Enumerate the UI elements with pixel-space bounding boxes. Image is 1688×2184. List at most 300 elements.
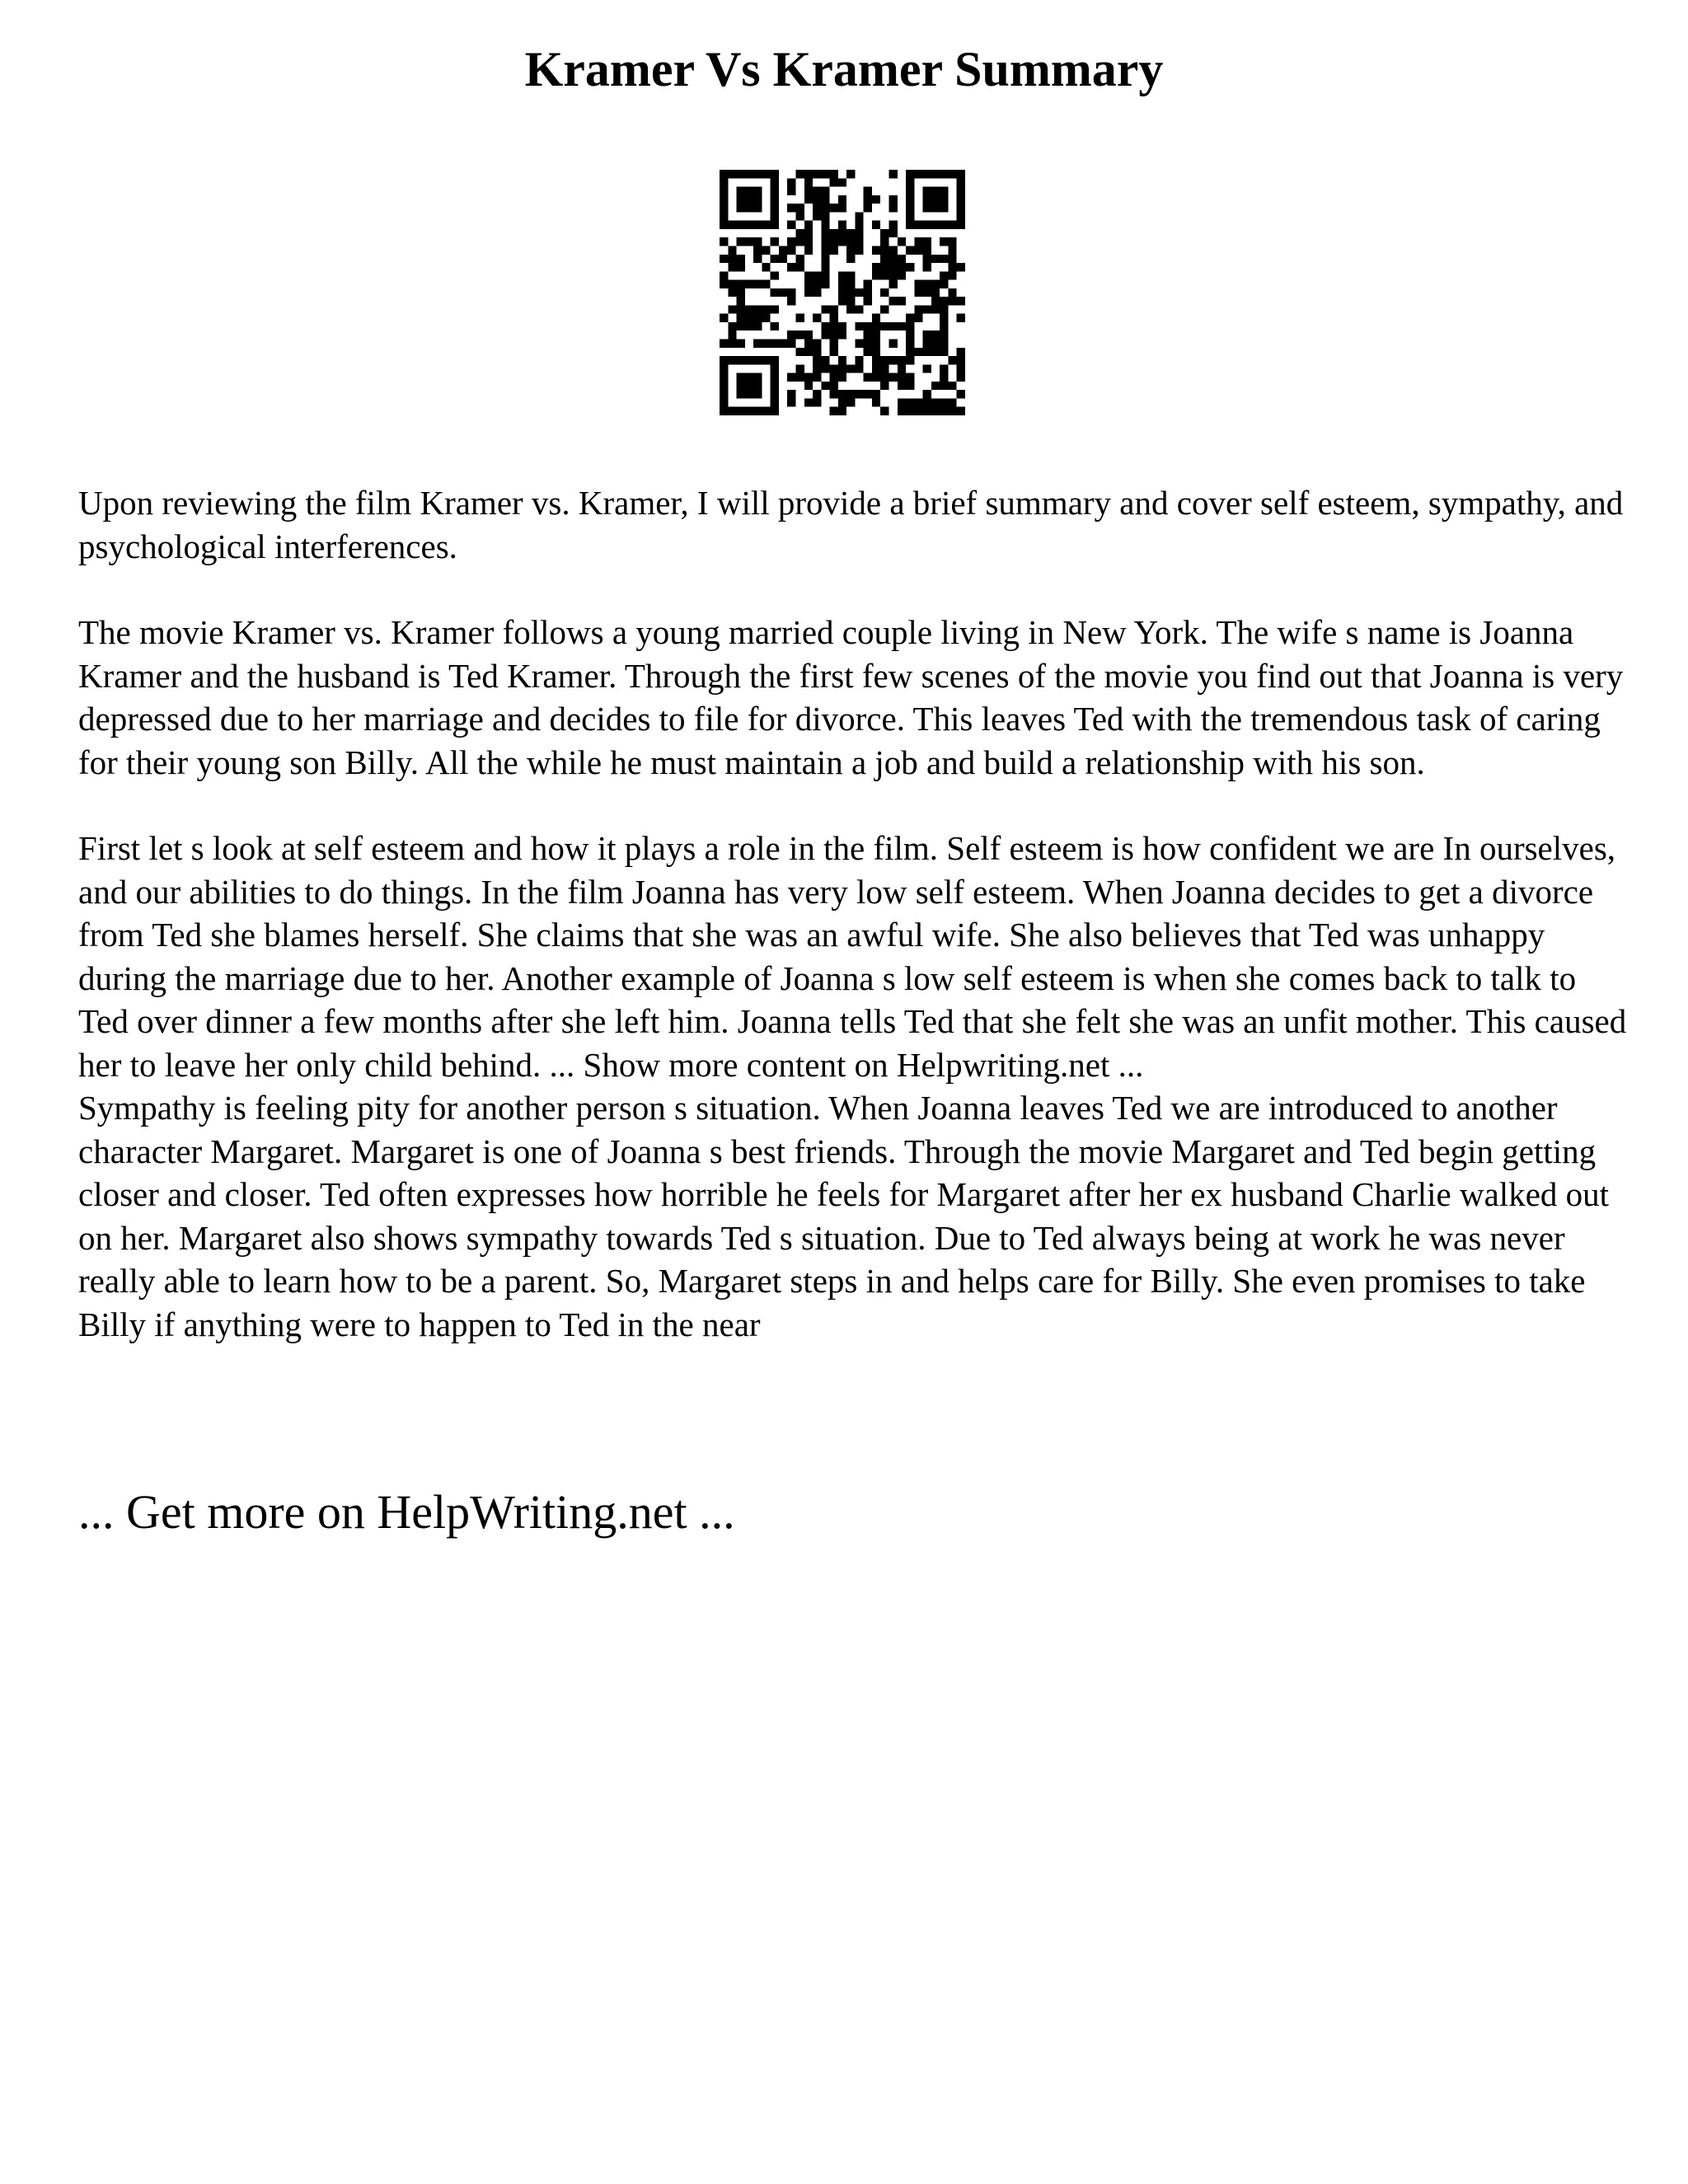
qr-module — [720, 195, 728, 204]
qr-module — [728, 263, 736, 271]
qr-module — [830, 390, 838, 398]
qr-module — [940, 271, 948, 279]
qr-module — [813, 398, 821, 406]
qr-module — [864, 322, 872, 330]
qr-module — [753, 195, 762, 204]
qr-module — [923, 237, 931, 246]
qr-module — [720, 255, 728, 263]
qr-module — [948, 221, 956, 229]
qr-module — [957, 348, 965, 356]
qr-module — [889, 356, 898, 364]
qr-module — [813, 187, 821, 195]
qr-module — [787, 340, 795, 348]
qr-module — [771, 195, 779, 204]
qr-module — [762, 356, 770, 364]
qr-module — [830, 348, 838, 356]
qr-module — [821, 330, 829, 339]
qr-module — [880, 237, 889, 246]
qr-module — [779, 288, 787, 297]
qr-module — [753, 221, 762, 229]
qr-module — [923, 364, 931, 373]
qr-module — [889, 263, 898, 271]
qr-module — [957, 170, 965, 178]
qr-module — [940, 170, 948, 178]
qr-module — [821, 322, 829, 330]
qr-module — [821, 305, 829, 313]
qr-module — [745, 204, 753, 212]
qr-module — [821, 255, 829, 263]
qr-module — [737, 195, 745, 204]
qr-module — [821, 280, 829, 288]
qr-module — [931, 348, 940, 356]
page-title: Kramer Vs Kramer Summary — [524, 42, 1164, 96]
qr-module — [821, 204, 829, 212]
qr-module — [931, 382, 940, 390]
qr-module — [931, 297, 940, 305]
qr-module — [898, 373, 906, 382]
qr-module — [771, 398, 779, 406]
qr-module — [923, 398, 931, 406]
qr-module — [940, 237, 948, 246]
qr-module — [864, 280, 872, 288]
qr-module — [880, 382, 889, 390]
qr-module — [771, 170, 779, 178]
qr-module — [948, 271, 956, 279]
qr-module — [914, 407, 922, 415]
qr-module — [898, 237, 906, 246]
qr-module — [787, 330, 795, 339]
qr-module — [821, 212, 829, 220]
qr-module — [872, 356, 880, 364]
qr-module — [957, 263, 965, 271]
qr-module — [914, 280, 922, 288]
qr-module — [771, 356, 779, 364]
qr-module — [804, 340, 813, 348]
qr-module — [787, 263, 795, 271]
qr-module — [720, 280, 728, 288]
qr-module — [940, 322, 948, 330]
qr-module — [830, 330, 838, 339]
qr-module — [821, 356, 829, 364]
qr-module — [898, 382, 906, 390]
qr-module — [753, 204, 762, 212]
qr-module — [804, 382, 813, 390]
qr-module — [745, 305, 753, 313]
qr-module — [753, 255, 762, 263]
qr-module — [855, 237, 863, 246]
qr-module — [728, 340, 736, 348]
qr-module — [931, 195, 940, 204]
qr-module — [898, 364, 906, 373]
qr-module — [720, 187, 728, 195]
qr-module — [872, 330, 880, 339]
qr-module — [889, 280, 898, 288]
qr-module — [838, 373, 846, 382]
qr-module — [889, 170, 898, 178]
qr-module — [787, 204, 795, 212]
qr-module — [855, 340, 863, 348]
qr-module — [855, 221, 863, 229]
qr-module — [906, 246, 914, 254]
qr-module — [728, 330, 736, 339]
qr-module — [838, 195, 846, 204]
article-body — [78, 481, 1628, 1346]
paragraph-self-esteem: First let s look at self esteem and how it plays a role in the film. Self esteem is how confident we are In ourselves, and our abilities to do things. In the film Joanna has very low self esteem. When Joanna decides to get a divorce from Ted she blames herself. She claims that she was an awful wife. She also believes that Ted was unhappy during the marriage due to her. Another example of Joanna s low self esteem is when she comes back to talk to Ted over dinner a few months after she left him. Joanna tells Ted that she felt she was an unfit mother. This caused her to leave her only child behind. ... Show more content on Helpwriting.net ... — [78, 829, 1627, 1084]
qr-module — [804, 398, 813, 406]
qr-module — [889, 322, 898, 330]
qr-module — [813, 170, 821, 178]
qr-module — [830, 305, 838, 313]
qr-module — [771, 204, 779, 212]
qr-module — [923, 340, 931, 348]
qr-module — [728, 246, 736, 254]
qr-module — [931, 187, 940, 195]
qr-module — [720, 340, 728, 348]
qr-module — [880, 305, 889, 313]
qr-module — [830, 178, 838, 186]
qr-module — [898, 398, 906, 406]
qr-module — [889, 373, 898, 382]
qr-module — [813, 204, 821, 212]
qr-module — [745, 322, 753, 330]
qr-module — [898, 255, 906, 263]
qr-module — [914, 305, 922, 313]
qr-module — [846, 246, 855, 254]
qr-module — [838, 364, 846, 373]
qr-module — [745, 373, 753, 382]
qr-module — [923, 204, 931, 212]
qr-module — [737, 322, 745, 330]
qr-module — [813, 195, 821, 204]
qr-module — [889, 204, 898, 212]
qr-module — [787, 237, 795, 246]
qr-module — [948, 382, 956, 390]
qr-module — [940, 348, 948, 356]
qr-module — [762, 221, 770, 229]
qr-module — [923, 170, 931, 178]
qr-module — [948, 356, 956, 364]
qr-module — [872, 271, 880, 279]
qr-module — [846, 280, 855, 288]
qr-module — [728, 407, 736, 415]
qr-module — [906, 382, 914, 390]
qr-module — [720, 271, 728, 279]
qr-module — [914, 237, 922, 246]
qr-module — [855, 364, 863, 373]
qr-module — [864, 390, 872, 398]
qr-module — [737, 356, 745, 364]
qr-module — [728, 255, 736, 263]
qr-module — [737, 297, 745, 305]
qr-module — [737, 204, 745, 212]
qr-module — [830, 322, 838, 330]
qr-module — [906, 263, 914, 271]
qr-module — [931, 330, 940, 339]
qr-module — [795, 255, 804, 263]
qr-module — [745, 170, 753, 178]
qr-module — [855, 305, 863, 313]
qr-module — [948, 398, 956, 406]
qr-module — [830, 382, 838, 390]
qr-module — [821, 364, 829, 373]
qr-module — [728, 356, 736, 364]
qr-module — [720, 314, 728, 322]
qr-module — [821, 263, 829, 271]
qr-module — [948, 263, 956, 271]
qr-module — [957, 204, 965, 212]
qr-module — [753, 314, 762, 322]
qr-module — [813, 356, 821, 364]
qr-module — [771, 305, 779, 313]
qr-module — [846, 237, 855, 246]
qr-module — [948, 246, 956, 254]
qr-module — [795, 314, 804, 322]
qr-module — [940, 373, 948, 382]
qr-module — [813, 280, 821, 288]
qr-module — [830, 364, 838, 373]
qr-module — [771, 271, 779, 279]
qr-module — [838, 288, 846, 297]
qr-module — [813, 348, 821, 356]
qr-module — [771, 382, 779, 390]
qr-module — [923, 195, 931, 204]
qr-module — [838, 398, 846, 406]
qr-module — [720, 373, 728, 382]
qr-module — [753, 246, 762, 254]
qr-module — [948, 170, 956, 178]
qr-module — [914, 221, 922, 229]
qr-module — [821, 195, 829, 204]
qr-module — [830, 314, 838, 322]
qr-module — [940, 382, 948, 390]
qr-module — [720, 398, 728, 406]
qr-module — [813, 271, 821, 279]
qr-module — [813, 212, 821, 220]
qr-module — [906, 221, 914, 229]
qr-module — [821, 229, 829, 237]
qr-module — [923, 305, 931, 313]
qr-module — [762, 263, 770, 271]
qr-module — [872, 398, 880, 406]
qr-module — [940, 297, 948, 305]
paragraph-sympathy: Sympathy is feeling pity for another person s situation. When Joanna leaves Ted we are introduced to another character Margaret. Margaret is one of Joanna s best friends. Through the movie Margaret and Ted begin getting closer and closer. Ted often expresses how horrible he feels for Margaret after her ex husband Charlie walked out on her. Margaret also shows sympathy towards Ted s situation. Due to Ted always being at work he was never really able to learn how to be a parent. So, Margaret steps in and helps care for Billy. She even promises to take Billy if anything were to happen to Ted in the near — [78, 1089, 1610, 1343]
qr-module — [795, 364, 804, 373]
qr-module — [846, 297, 855, 305]
qr-module — [771, 221, 779, 229]
qr-module — [906, 170, 914, 178]
qr-module — [838, 330, 846, 339]
qr-module — [795, 212, 804, 220]
qr-module — [745, 390, 753, 398]
qr-module — [753, 407, 762, 415]
qr-module — [720, 178, 728, 186]
qr-module — [804, 330, 813, 339]
qr-module — [923, 221, 931, 229]
qr-module — [948, 407, 956, 415]
qr-module — [821, 271, 829, 279]
qr-module — [855, 288, 863, 297]
qr-module — [771, 373, 779, 382]
qr-module — [787, 187, 795, 195]
qr-module — [795, 263, 804, 271]
qr-module — [923, 187, 931, 195]
qr-module — [787, 246, 795, 254]
qr-module — [880, 255, 889, 263]
qr-module — [737, 314, 745, 322]
qr-module — [864, 204, 872, 212]
qr-module — [864, 373, 872, 382]
qr-module — [795, 237, 804, 246]
qr-module — [745, 356, 753, 364]
qr-module — [898, 297, 906, 305]
qr-module — [737, 255, 745, 263]
qr-module — [830, 407, 838, 415]
qr-module — [838, 356, 846, 364]
qr-module — [720, 221, 728, 229]
qr-module — [753, 237, 762, 246]
qr-module — [923, 288, 931, 297]
qr-module — [804, 246, 813, 254]
qr-module — [830, 170, 838, 178]
qr-module — [864, 195, 872, 204]
qr-module — [846, 229, 855, 237]
qr-module — [923, 407, 931, 415]
qr-module — [804, 178, 813, 186]
qr-module — [846, 288, 855, 297]
qr-module — [889, 229, 898, 237]
qr-module — [957, 364, 965, 373]
qr-module — [813, 340, 821, 348]
qr-module — [855, 356, 863, 364]
qr-module — [889, 255, 898, 263]
qr-module — [931, 340, 940, 348]
qr-module — [957, 221, 965, 229]
qr-module — [838, 271, 846, 279]
qr-module — [846, 390, 855, 398]
qr-module — [940, 305, 948, 313]
qr-module — [923, 280, 931, 288]
qr-module — [830, 229, 838, 237]
qr-module — [795, 330, 804, 339]
qr-module — [737, 221, 745, 229]
qr-module — [728, 170, 736, 178]
qr-module — [753, 356, 762, 364]
qr-module — [906, 314, 914, 322]
qr-module — [821, 237, 829, 246]
qr-module — [787, 373, 795, 382]
qr-module — [940, 255, 948, 263]
qr-module — [846, 398, 855, 406]
qr-module — [737, 187, 745, 195]
qr-module — [880, 263, 889, 271]
qr-module — [745, 280, 753, 288]
qr-module — [813, 288, 821, 297]
qr-module — [914, 288, 922, 297]
qr-module — [720, 237, 728, 246]
qr-module — [880, 356, 889, 364]
qr-module — [728, 221, 736, 229]
qr-module — [804, 271, 813, 279]
qr-module — [838, 178, 846, 186]
qr-module — [728, 288, 736, 297]
qr-module — [720, 407, 728, 415]
qr-module — [948, 288, 956, 297]
qr-module — [906, 204, 914, 212]
qr-module — [923, 330, 931, 339]
qr-module — [940, 280, 948, 288]
qr-module — [762, 280, 770, 288]
qr-module — [940, 314, 948, 322]
qr-module — [906, 330, 914, 339]
qr-module — [762, 305, 770, 313]
qr-module — [728, 280, 736, 288]
qr-module — [957, 212, 965, 220]
qr-module — [753, 305, 762, 313]
qr-module — [830, 246, 838, 254]
qr-module — [898, 322, 906, 330]
qr-module — [880, 407, 889, 415]
qr-module — [720, 364, 728, 373]
qr-module — [720, 204, 728, 212]
qr-module — [957, 373, 965, 382]
qr-module — [940, 221, 948, 229]
qr-module — [880, 288, 889, 297]
qr-module — [923, 390, 931, 398]
qr-module — [795, 170, 804, 178]
qr-module — [889, 246, 898, 254]
qr-module — [855, 322, 863, 330]
qr-module — [804, 280, 813, 288]
qr-module — [898, 407, 906, 415]
qr-module — [720, 356, 728, 364]
qr-module — [872, 373, 880, 382]
qr-module — [804, 187, 813, 195]
qr-module — [872, 246, 880, 254]
qr-module — [745, 187, 753, 195]
qr-module — [931, 407, 940, 415]
qr-module — [737, 288, 745, 297]
qr-module — [787, 221, 795, 229]
qr-module — [889, 271, 898, 279]
qr-module — [720, 390, 728, 398]
qr-module — [771, 212, 779, 220]
qr-module — [957, 407, 965, 415]
qr-module — [737, 170, 745, 178]
qr-module — [745, 221, 753, 229]
qr-module — [787, 178, 795, 186]
qr-module — [838, 237, 846, 246]
qr-module — [753, 373, 762, 382]
get-more-link[interactable]: ... Get more on HelpWriting.net ... — [78, 1485, 735, 1539]
qr-module — [762, 340, 770, 348]
qr-module — [804, 221, 813, 229]
qr-module — [872, 340, 880, 348]
qr-module — [948, 297, 956, 305]
qr-module — [957, 356, 965, 364]
qr-module — [906, 407, 914, 415]
qr-module — [745, 195, 753, 204]
qr-module — [762, 170, 770, 178]
qr-module — [864, 340, 872, 348]
qr-module — [838, 390, 846, 398]
qr-module — [906, 373, 914, 382]
qr-module — [771, 178, 779, 186]
qr-module — [737, 407, 745, 415]
qr-module — [753, 382, 762, 390]
qr-module — [872, 195, 880, 204]
qr-module — [855, 212, 863, 220]
qr-module — [914, 348, 922, 356]
